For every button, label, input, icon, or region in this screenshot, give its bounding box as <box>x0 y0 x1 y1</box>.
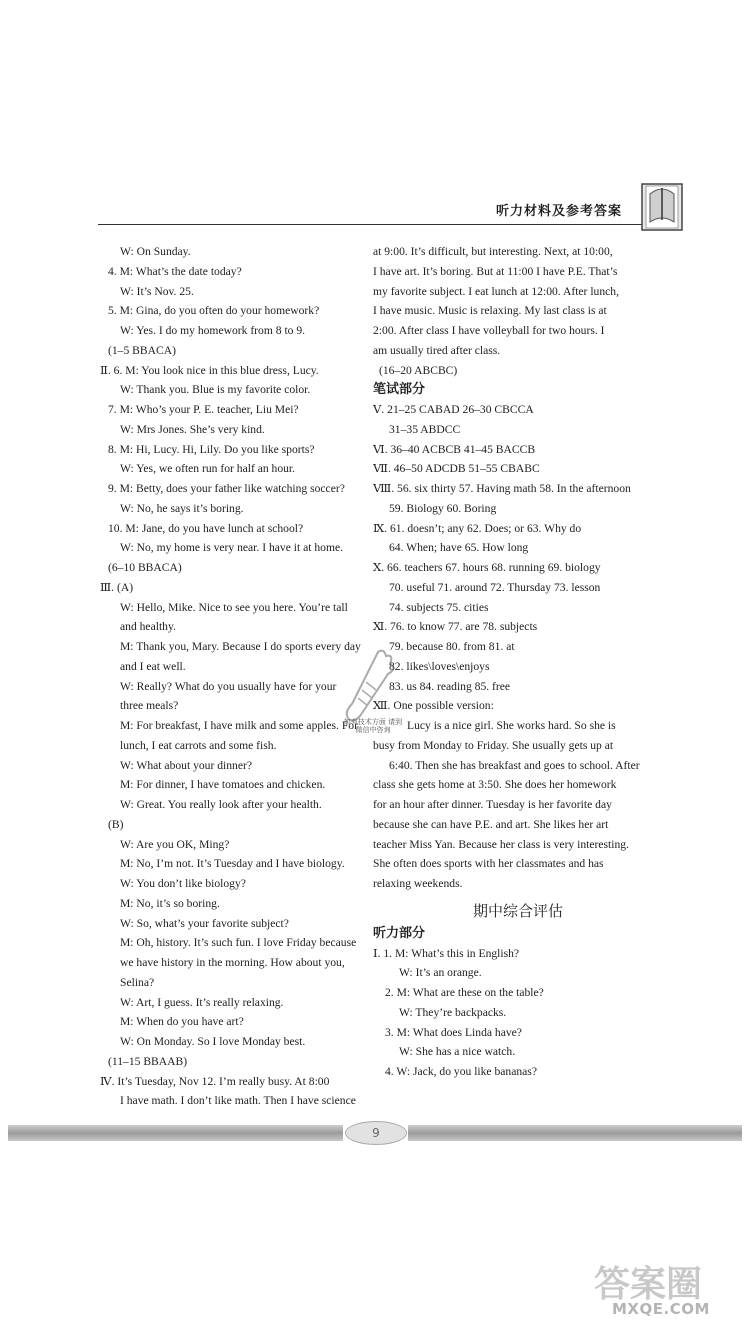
left-column-line: W: No, he says it’s boring. <box>120 501 244 515</box>
answer-line: 6:40. Then she has breakfast and goes to school. After <box>389 758 640 772</box>
answer-line: 82. likes\loves\enjoys <box>389 659 490 673</box>
left-column-line: (11–15 BBAAB) <box>108 1054 188 1068</box>
left-column-line: we have history in the morning. How about you, <box>120 956 345 969</box>
left-column-line: 8. M: Hi, Lucy. Hi, Lily. Do you like sports? <box>108 442 315 456</box>
page-number: 9 <box>345 1121 407 1145</box>
answer-line: Ⅶ. 46–50 ADCDB 51–55 CBABC <box>373 462 540 476</box>
answer-line: Ⅴ. 21–25 CABAD 26–30 CBCCA <box>373 403 534 416</box>
left-column-line: 5. M: Gina, do you often do your homework? <box>108 304 320 318</box>
right-column <box>373 242 663 1082</box>
answer-line: Lucy is a nice girl. She works hard. So she is <box>407 719 616 732</box>
answer-line: 70. useful 71. around 72. Thursday 73. lesson <box>389 580 601 594</box>
left-column-line: M: Oh, history. It’s such fun. I love Friday because <box>120 936 357 950</box>
right-top-line: I have art. It’s boring. But at 11:00 I have P.E. That’s <box>373 264 618 278</box>
answer-line: 79. because 80. from 81. at <box>389 640 515 653</box>
answer-line: 74. subjects 75. cities <box>389 600 489 614</box>
written-section-heading: 笔试部分 <box>373 382 426 398</box>
right-top-line: at 9:00. It’s difficult, but interesting. Next, at 10:00, <box>373 245 613 258</box>
book-corner-icon <box>640 178 684 234</box>
answer-line: busy from Monday to Friday. She usually gets up at <box>373 738 614 752</box>
listening-line: 2. M: What are these on the table? <box>385 986 544 999</box>
answer-line: Ⅹ. 66. teachers 67. hours 68. running 69. biology <box>373 561 601 574</box>
listening-line: Ⅰ. 1. M: What’s this in English? <box>373 946 520 960</box>
left-column-line: M: For dinner, I have tomatoes and chicken. <box>120 778 326 792</box>
watermark-logo-text: 答案圈 <box>594 1264 703 1305</box>
listening-line: W: They’re backpacks. <box>399 1005 507 1019</box>
stamp-caption: 如有技术方面 请到微信中咨询 <box>343 718 403 734</box>
left-column-line: 4. M: What’s the date today? <box>108 264 242 278</box>
midterm-section-title: 期中综合评估 <box>472 901 563 920</box>
left-column-line: M: When do you have art? <box>120 1015 244 1029</box>
answer-line: Ⅻ. One possible version: <box>373 699 494 713</box>
left-column-line: and I eat well. <box>120 659 186 673</box>
left-column-line: W: Yes. I do my homework from 8 to 9. <box>120 324 306 337</box>
left-column-line: W: Are you OK, Ming? <box>120 837 230 851</box>
left-column-line: Selina? <box>120 975 155 989</box>
left-column-line: W: What about your dinner? <box>120 758 252 772</box>
left-column-line: W: Great. You really look after your health. <box>120 798 322 811</box>
answer-line: Ⅵ. 36–40 ACBCB 41–45 BACCB <box>373 442 536 456</box>
left-column-line: M: No, it’s so boring. <box>120 896 220 910</box>
right-top-line: I have music. Music is relaxing. My last class is at <box>373 304 607 318</box>
left-column-line: W: Yes, we often run for half an hour. <box>120 462 296 476</box>
answer-line: Ⅸ. 61. doesn’t; any 62. Does; or 63. Why do <box>373 521 582 535</box>
left-column-line: W: Mrs Jones. She’s very kind. <box>120 422 265 436</box>
header-rule <box>98 224 658 225</box>
left-column-line: 9. M: Betty, does your father like watching soccer? <box>108 482 345 495</box>
answer-line: relaxing weekends. <box>373 877 463 890</box>
answer-line: class she gets home at 3:50. She does her homework <box>373 778 617 792</box>
right-top-line: (16–20 ABCBC) <box>379 363 458 377</box>
left-column-line: M: No, I’m not. It’s Tuesday and I have biology. <box>120 857 345 871</box>
answer-line: She often does sports with her classmates and has <box>373 857 604 871</box>
left-column-line: Ⅲ. (A) <box>100 580 134 594</box>
left-column-line: (1–5 BBACA) <box>108 343 176 357</box>
left-column-line: 7. M: Who’s your P. E. teacher, Liu Mei? <box>108 403 299 416</box>
left-column-line: W: No, my home is very near. I have it at home. <box>120 541 344 555</box>
left-column-line: W: On Monday. So I love Monday best. <box>120 1035 306 1048</box>
left-column-line: W: On Sunday. <box>120 245 191 258</box>
answer-line: for an hour after dinner. Tuesday is her favorite day <box>373 798 612 811</box>
left-column-line: W: Art, I guess. It’s really relaxing. <box>120 995 284 1009</box>
footer-band-right <box>408 1125 742 1141</box>
left-column-line: lunch, I eat carrots and some fish. <box>120 738 277 752</box>
left-column-line: (6–10 BBACA) <box>108 561 182 574</box>
listening-line: W: It’s an orange. <box>399 966 482 980</box>
right-top-line: 2:00. After class I have volleyball for two hours. I <box>373 324 605 337</box>
answer-line: 83. us 84. reading 85. free <box>389 679 511 693</box>
left-column-line: Ⅳ. It’s Tuesday, Nov 12. I’m really busy. At 8:00 <box>100 1074 330 1088</box>
left-column-line: M: For breakfast, I have milk and some apples. For <box>120 719 358 732</box>
left-column-line: W: So, what’s your favorite subject? <box>120 916 289 930</box>
left-column-line: I have math. I don’t like math. Then I have science <box>120 1094 356 1108</box>
left-column-line: M: Thank you, Mary. Because I do sports every day <box>120 640 361 653</box>
listening-section-heading: 听力部分 <box>373 925 426 941</box>
footer-band-left <box>8 1125 343 1141</box>
answer-line: Ⅷ. 56. six thirty 57. Having math 58. In the afternoon <box>373 482 631 495</box>
left-column-line: and healthy. <box>120 620 176 634</box>
left-column-line: W: Really? What do you usually have for your <box>120 679 337 693</box>
answer-line: 59. Biology 60. Boring <box>389 501 497 515</box>
left-column-line: W: Thank you. Blue is my favorite color. <box>120 383 311 397</box>
right-top-line: my favorite subject. I eat lunch at 12:00. After lunch, <box>373 284 619 298</box>
answer-line: 31–35 ABDCC <box>389 422 461 436</box>
left-column-line: W: It’s Nov. 25. <box>120 284 194 298</box>
page-header-title: 听力材料及参考答案 <box>496 204 623 219</box>
answer-line: 64. When; have 65. How long <box>389 541 529 555</box>
left-column-line: W: You don’t like biology? <box>120 877 246 890</box>
listening-line: 3. M: What does Linda have? <box>385 1025 522 1039</box>
right-top-line: am usually tired after class. <box>373 343 501 357</box>
answer-line: because she can have P.E. and art. She likes her art <box>373 817 609 831</box>
left-column-line: (B) <box>108 817 124 831</box>
watermark-url: MXQE.COM <box>612 1300 710 1318</box>
left-column-line: Ⅱ. 6. M: You look nice in this blue dress, Lucy. <box>100 363 319 377</box>
listening-line: W: She has a nice watch. <box>399 1045 516 1059</box>
listening-line: 4. W: Jack, do you like bananas? <box>385 1065 537 1078</box>
left-column-line: W: Hello, Mike. Nice to see you here. You’re tall <box>120 600 348 614</box>
left-column-line: three meals? <box>120 699 179 713</box>
answer-line: teacher Miss Yan. Because her class is very interesting. <box>373 837 629 851</box>
answer-line: Ⅺ. 76. to know 77. are 78. subjects <box>373 620 538 634</box>
left-column-line: 10. M: Jane, do you have lunch at school? <box>108 521 304 535</box>
